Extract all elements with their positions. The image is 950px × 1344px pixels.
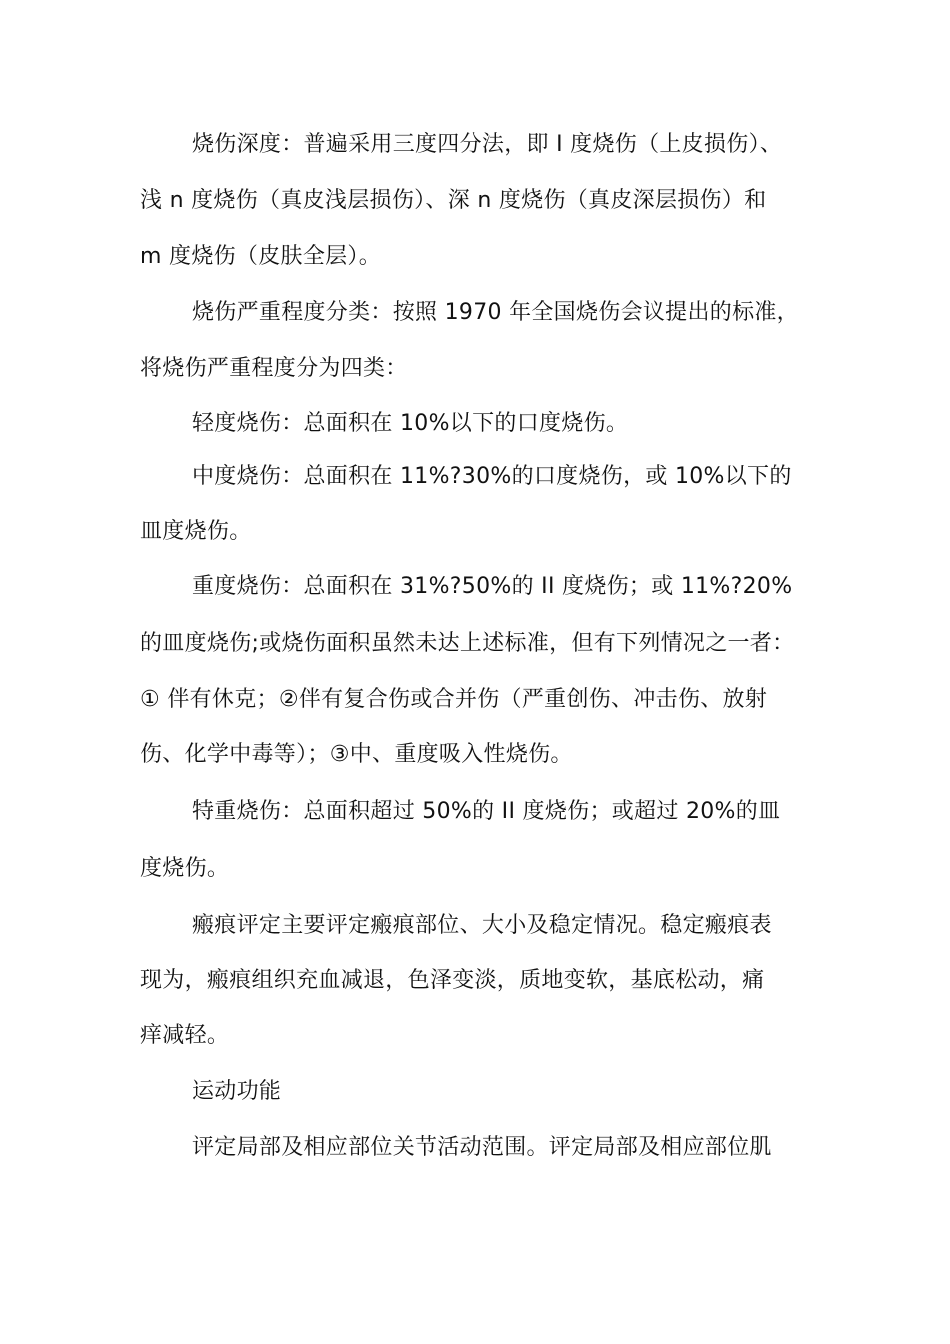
scar-assessment-line-2: 现为，瘢痕组织充血减退，色泽变淡，质地变软，基底松动，痛 xyxy=(140,968,765,993)
motor-function-heading: 运动功能 xyxy=(192,1079,282,1104)
severe-burn-line-4: 伤、化学中毒等）；③中、重度吸入性烧伤。 xyxy=(140,742,573,767)
mild-burn-line: 轻度烧伤：总面积在 10%以下的口度烧伤。 xyxy=(192,411,629,436)
severe-burn-line-2: 的皿度烧伤;或烧伤面积虽然未达上述标准，但有下列情况之一者： xyxy=(140,631,795,656)
scar-assessment-line-1: 瘢痕评定主要评定瘢痕部位、大小及稳定情况。稳定瘢痕表 xyxy=(192,913,772,938)
critical-burn-line-1: 特重烧伤：总面积超过 50%的 II 度烧伤；或超过 20%的皿 xyxy=(192,799,781,824)
scar-assessment-line-3: 痒减轻。 xyxy=(140,1023,230,1048)
burn-depth-line-1: 烧伤深度：普遍采用三度四分法，即 I 度烧伤（上皮损伤）、 xyxy=(192,132,783,157)
moderate-burn-line-2: 皿度烧伤。 xyxy=(140,519,252,544)
critical-burn-line-2: 度烧伤。 xyxy=(140,856,230,881)
severe-burn-line-1: 重度烧伤：总面积在 31%?50%的 II 度烧伤；或 11%?20% xyxy=(192,574,793,599)
severity-classification-line-1: 烧伤严重程度分类：按照 1970 年全国烧伤会议提出的标准， xyxy=(192,300,799,325)
severity-classification-line-2: 将烧伤严重程度分为四类： xyxy=(140,356,408,381)
burn-depth-line-3: m 度烧伤（皮肤全层）。 xyxy=(140,244,382,269)
severe-burn-line-3: ① 伴有休克；②伴有复合伤或合并伤（严重创伤、冲击伤、放射 xyxy=(140,687,768,712)
moderate-burn-line-1: 中度烧伤：总面积在 11%?30%的口度烧伤，或 10%以下的 xyxy=(192,464,792,489)
burn-depth-line-2: 浅 n 度烧伤（真皮浅层损伤）、深 n 度烧伤（真皮深层损伤）和 xyxy=(140,188,767,213)
motor-function-line-1: 评定局部及相应部位关节活动范围。评定局部及相应部位肌 xyxy=(192,1135,772,1160)
